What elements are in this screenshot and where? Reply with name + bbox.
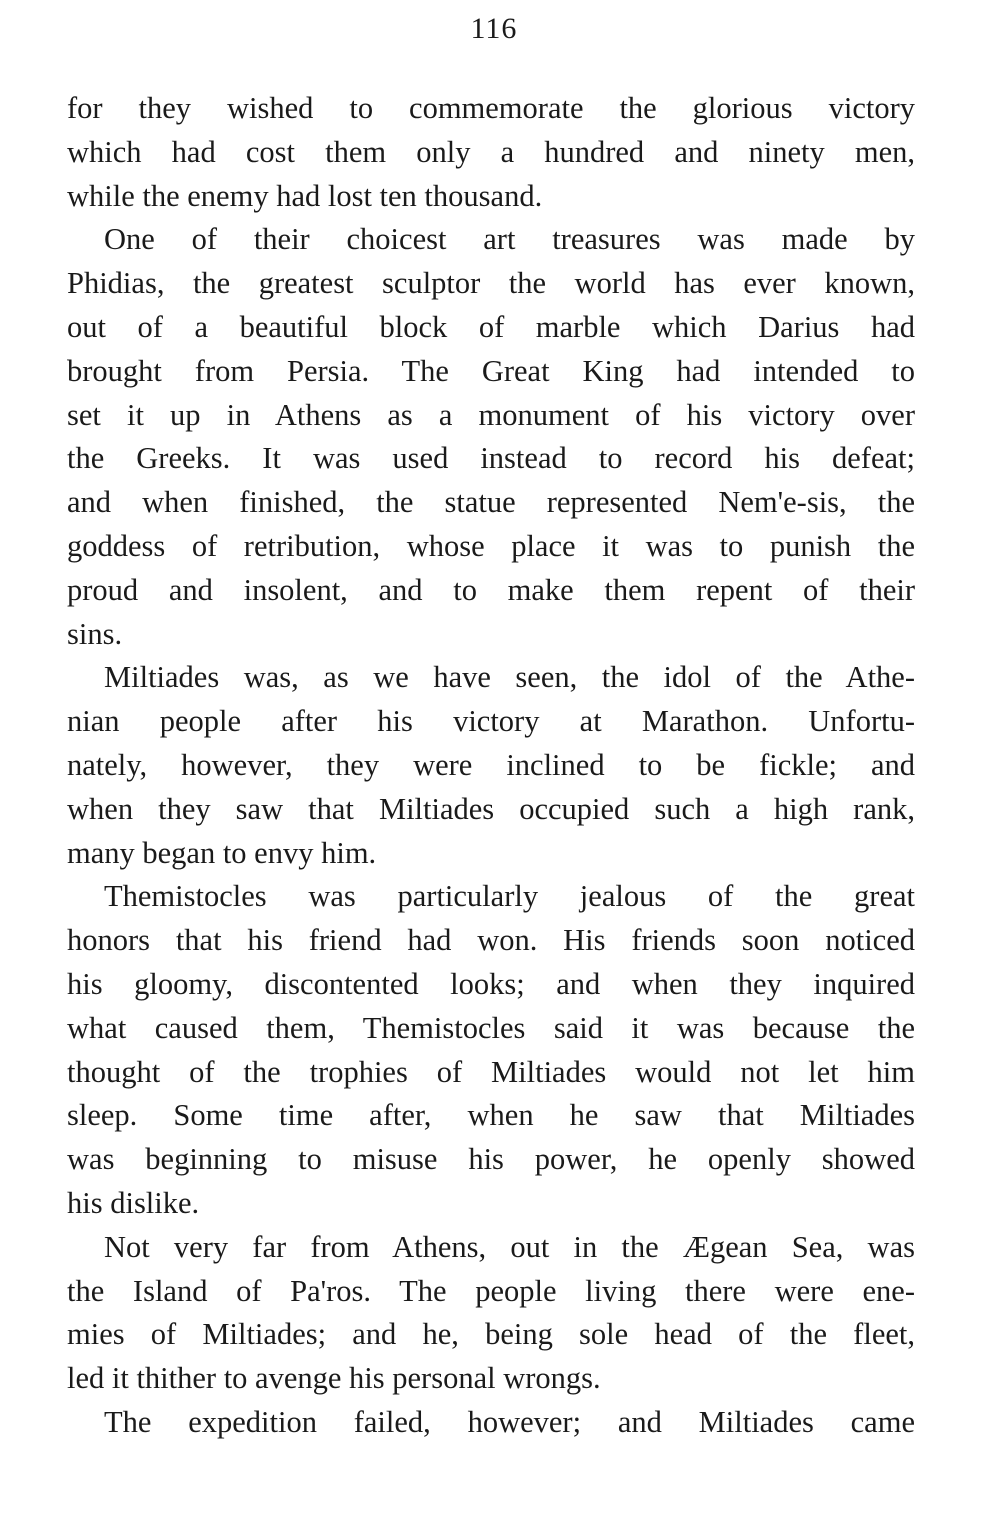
text-line: the Greeks. It was used instead to record his defeat; [67, 441, 915, 476]
text-line: what caused them, Themistocles said it was because the [67, 1010, 915, 1045]
text-line: nately, however, they were inclined to be fickle; and [67, 747, 915, 782]
paragraph [67, 87, 915, 218]
text-line: thought of the trophies of Miltiades would not let him [67, 1054, 915, 1089]
text-line: many began to envy him. [67, 835, 377, 870]
text-line: his dislike. [67, 1185, 200, 1220]
page-number: 116 [470, 12, 518, 45]
text-line: nian people after his victory at Marathon. Unfortu- [67, 704, 915, 739]
text-line: when they saw that Miltiades occupied such a high rank, [67, 791, 915, 826]
text-line: which had cost them only a hundred and ninety men, [67, 134, 915, 169]
text-line: The expedition failed, however; and Miltiades came [104, 1404, 915, 1439]
paragraph [67, 1401, 915, 1445]
paragraph [67, 1226, 915, 1401]
text-line: Phidias, the greatest sculptor the world has ever known, [67, 266, 915, 301]
body-text [67, 87, 915, 1445]
text-line: mies of Miltiades; and he, being sole head of the fleet, [67, 1317, 915, 1352]
text-line: One of their choicest art treasures was made by [104, 222, 915, 257]
paragraph [67, 656, 915, 875]
text-line: and when finished, the statue represented Nem'e-sis, the [67, 485, 915, 520]
text-line: Not very far from Athens, out in the Ægean Sea, was [104, 1229, 915, 1264]
text-line: was beginning to misuse his power, he openly showed [67, 1142, 915, 1177]
text-line: set it up in Athens as a monument of his victory over [67, 397, 915, 432]
text-line: Themistocles was particularly jealous of the great [104, 879, 915, 914]
text-line: honors that his friend had won. His friends soon noticed [67, 923, 915, 958]
text-line: for they wished to commemorate the glorious victory [67, 91, 915, 125]
paragraph [67, 875, 915, 1225]
text-line: brought from Persia. The Great King had intended to [67, 353, 915, 388]
text-line: the Island of Pa'ros. The people living there were ene- [67, 1273, 915, 1308]
text-line: goddess of retribution, whose place it was to punish the [67, 528, 915, 563]
text-line: Miltiades was, as we have seen, the idol of the Athe- [104, 660, 915, 695]
text-line: proud and insolent, and to make them repent of their [67, 572, 915, 607]
text-line: sleep. Some time after, when he saw that Miltiades [67, 1098, 915, 1133]
text-line: sins. [67, 616, 123, 651]
paragraph [67, 218, 915, 656]
text-line: while the enemy had lost ten thousand. [67, 178, 543, 213]
text-line: his gloomy, discontented looks; and when they inquired [67, 966, 915, 1001]
text-line: out of a beautiful block of marble which Darius had [67, 309, 915, 344]
text-line: led it thither to avenge his personal wrongs. [67, 1361, 601, 1396]
